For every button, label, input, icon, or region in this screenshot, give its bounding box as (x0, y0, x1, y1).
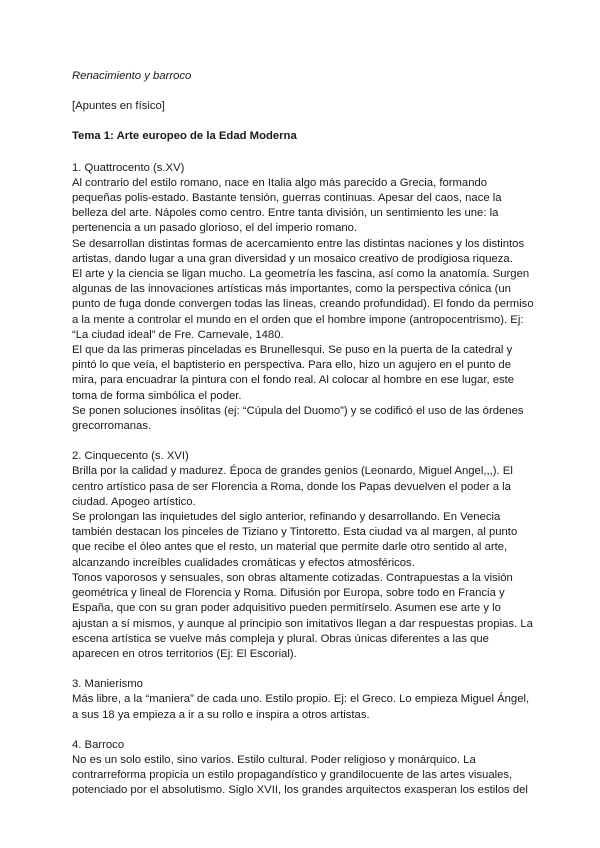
sections-container (72, 161, 532, 799)
paragraph-line: también destacan los pinceles de Tiziano y Tintoretto. Esta ciudad va al margen, al punto (72, 526, 518, 539)
paragraph-line: Se prolongan las inquietudes del siglo anterior, refinando y desarrollando. En Venecia (72, 511, 501, 524)
section-heading: 1. Quattrocento (s.XV) (72, 161, 185, 174)
paragraph-line: No es un solo estilo, sino varios. Estilo cultural. Poder religioso y monárquico. La (72, 753, 476, 766)
paragraph-line: geométrica y lineal de Florencia y Roma. Difusión por Europa, sobre todo en Francia y (72, 587, 505, 600)
paragraph-line: Se desarrollan distintas formas de acercamiento entre las distintas naciones y los distintos (72, 237, 525, 250)
paragraph-line: contrarreforma propicia un estilo propagandístico y grandilocuente de las artes visuales, (72, 769, 513, 782)
paragraph-line: ajustan a sí mismos, y aunque al principio son imitativos llegan a dar respuestas propias. La (72, 617, 533, 630)
paragraph-line: Tonos vaporosos y sensuales, son obras altamente cotizadas. Contrapuestas a la visión (72, 571, 513, 584)
paragraph-line: Al contrario del estilo romano, nace en Italia algo más parecido a Grecia, formando (72, 176, 488, 189)
paragraph-line: Brilla por la calidad y madurez. Época de grandes genios (Leonardo, Miguel Angel,,,). El (72, 465, 513, 478)
document-page (72, 69, 532, 814)
paragraph-line: España, que con su gran poder adquisitivo pueden permitírselo. Asumen ese arte y lo (72, 602, 501, 615)
paragraph-line: pequeñas polis-estado. Bastante tensión, guerras continuas. Apesar del caos, nace la (72, 192, 502, 205)
section-heading: 2. Cinquecento (s. XVI) (72, 450, 189, 463)
paragraph-line: belleza del arte. Nápoles como centro. Entre tanta división, un sentimiento les une: la (72, 207, 499, 220)
paragraph-line: toma de forma simbólica el poder. (72, 389, 242, 402)
section-4 (72, 738, 532, 799)
paragraph-line: aparecen en otros territorios (Ej: El Escorial). (72, 647, 297, 660)
section-1 (72, 161, 532, 435)
paragraph-line: potenciado por el absolutismo. Siglo XVII, los grandes arquitectos exasperan los estilos del (72, 784, 528, 797)
paragraph-line: alcanzando increíbles cualidades cromáticas y efectos atmosféricos. (72, 556, 415, 569)
section-heading: 3. Manierismo (72, 678, 143, 691)
paragraph-line: ciudad. Apogeo artístico. (72, 495, 196, 508)
document-title: Renacimiento y barroco (72, 70, 192, 82)
paragraph-line: El arte y la ciencia se ligan mucho. La geometría les fascina, así como la anatomía. Surgen (72, 268, 530, 281)
paragraph-line: a sus 18 ya empieza a ir a su rollo e inspira a otros artistas. (72, 708, 370, 721)
paragraph-line: pertenencia a un pasado glorioso, el del imperio romano. (72, 222, 358, 235)
paragraph-line: a la mente a controlar el mundo en el orden que el hombre impone (antropocentrismo). Ej: (72, 313, 524, 326)
paragraph-line: punto de fuga donde convergen todas las líneas, creando profundidad). El fondo da permiso (72, 298, 534, 311)
paragraph-line: grecorromanas. (72, 420, 152, 433)
paragraph-line: El que da las primeras pinceladas es Brunellesqui. Se puso en la puerta de la catedral y (72, 344, 513, 357)
section-heading: 4. Barroco (72, 738, 125, 751)
paragraph-line: escena artística se vuelve más compleja y plural. Obras únicas diferentes a las que (72, 632, 489, 645)
paragraph-line: artistas, dando lugar a una gran diversidad y un mosaico creativo de prodigiosa riqueza. (72, 252, 513, 265)
section-2 (72, 449, 532, 662)
paragraph-line: mira, para encuadrar la pintura con el fondo real. Al colocar al hombre en ese lugar, este (72, 374, 515, 387)
topic-heading: Tema 1: Arte europeo de la Edad Moderna (72, 130, 297, 143)
section-3 (72, 677, 532, 723)
paragraph-line: Se ponen soluciones insólitas (ej: “Cúpula del Duomo”) y se codificó el uso de las órdenes (72, 404, 524, 417)
paragraph-line: Más libre, a la “maniera” de cada uno. Estilo propio. Ej: el Greco. Lo empieza Miguel Ángel, (72, 693, 530, 706)
paragraph-line: que recibe el óleo antes que el resto, un material que permite darle otro sentido al arte, (72, 541, 508, 554)
paragraph-line: algunas de las innovaciones artísticas más importantes, como la perspectiva cónica (un (72, 283, 511, 296)
paragraph-line: pintó lo que veía, el baptisterio en perspectiva. Para ello, hizo un agujero en el punto de (72, 359, 511, 372)
paragraph-line: centro artístico pasa de ser Florencia a Roma, donde los Papas devuelven el poder a la (72, 480, 511, 493)
paragraph-line: “La ciudad ideal” de Fre. Carnevale, 1480. (72, 328, 284, 341)
document-note: [Apuntes en físico] (72, 100, 165, 113)
